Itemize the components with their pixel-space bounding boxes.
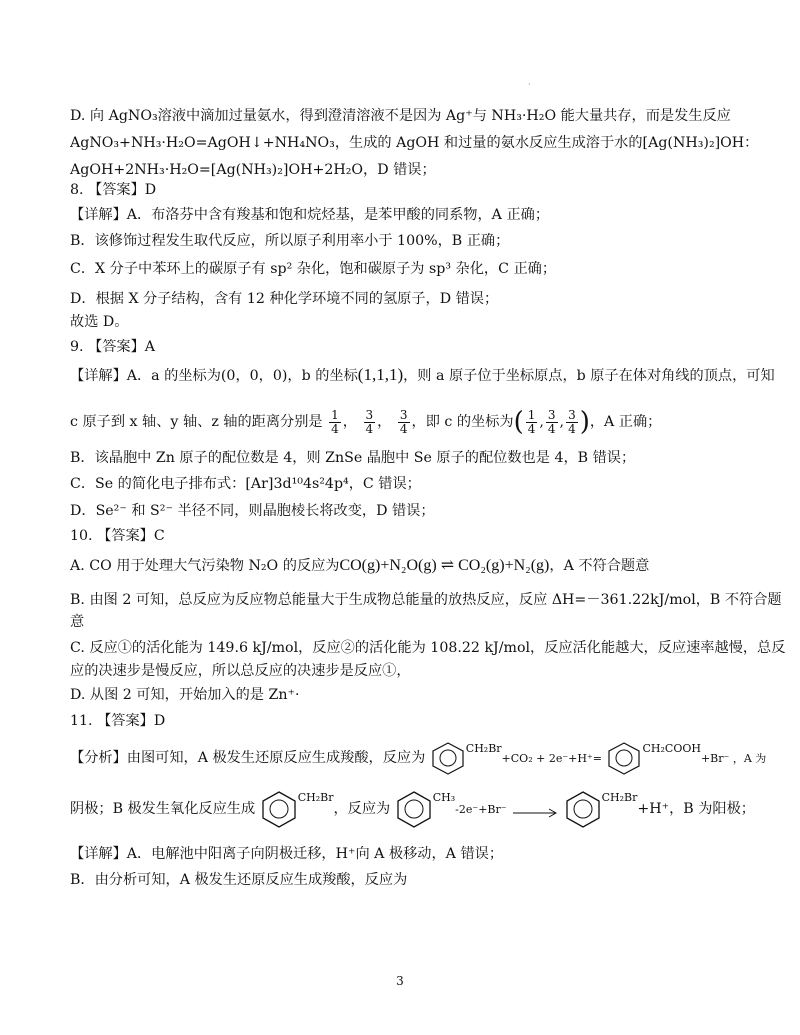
answer-heading: 10. 【答案】C	[70, 528, 165, 544]
fraction-numerator: 1	[527, 407, 536, 422]
text-line: D．根据 X 分子结构，含有 12 种化学环境不同的氢原子，D 错误；	[70, 291, 499, 307]
answer-heading: 8. 【答案】D	[70, 182, 157, 198]
page-number: 3	[396, 974, 404, 988]
text-segment: 阴极；B 极发生氧化反应生成	[70, 801, 256, 817]
benzene-ring-icon	[564, 790, 602, 828]
text-segment: ，反应为	[333, 801, 391, 817]
text-line: 应的决速步是慢反应，所以总反应的决速步是反应①，	[70, 663, 411, 679]
text-line: C．Se 的简化电子排布式：[Ar]3d¹⁰4s²4p⁴，C 错误；	[70, 476, 421, 492]
separator: ，	[342, 414, 357, 430]
text-segment: c 原子到 x 轴、y 轴、z 轴的距离分别是	[70, 414, 323, 430]
text-line	[70, 738, 767, 778]
benzene-ring-icon	[260, 790, 298, 828]
reaction-arrow-icon	[511, 799, 559, 819]
text-line: B. 由图 2 可知，总反应为反应物总能量大于生成物总能量的放热反应，反应 ΔH=－361.22kJ/mol，B 不符合题	[70, 592, 782, 608]
text-line: c 原子到 x 轴、y 轴、z 轴的距离分别是 $\frac{1}{4}$ ， $\frac{3}{4}$ ， $\frac{3}{4}$ ，即 c 的坐标为( $\frac{1}{4}$ , $\frac{3}{4}$ , $\frac{3}{4}$ )，A 正确；	[70, 407, 662, 437]
fraction	[546, 409, 558, 436]
text-line: 【详解】A．电解池中阳离子向阴极迁移，H⁺向 A 极移动，A 错误；	[70, 846, 504, 862]
text-segment: ，A 不符合题意	[549, 558, 650, 574]
text-line	[70, 556, 734, 576]
fraction	[566, 409, 578, 436]
benzene-ring-icon	[606, 741, 642, 775]
answer-heading: 9. 【答案】A	[70, 339, 156, 355]
text-segment: +Br⁻ ，A 为	[700, 752, 767, 765]
substituent-label: CH₃	[432, 791, 456, 804]
fraction-numerator: 3	[568, 407, 576, 422]
text-segment: ，A 正确；	[589, 414, 662, 430]
text-line: B．由分析可知，A 极发生还原反应生成羧酸，反应为	[70, 872, 408, 888]
benzene-ring-icon	[395, 790, 433, 828]
text-line: B．该修饰过程发生取代反应，所以原子利用率小于 100%，B 正确；	[70, 233, 510, 249]
fraction-denominator: 4	[399, 421, 408, 436]
text-line: D. 向 AgNO₃溶液中滴加过量氨水，得到澄清溶液不是因为 Ag⁺与 NH₃·H₂O 能大量共存，而是发生反应	[70, 108, 731, 124]
fraction-numerator: 3	[547, 407, 556, 422]
fraction	[526, 409, 538, 436]
text-segment: A. CO 用于处理大气污染物 N₂O 的反应为	[70, 558, 340, 574]
text-segment: ，即 c 的坐标为	[411, 414, 514, 430]
text-segment: 【分析】由图可知，A 极发生还原反应生成羧酸，反应为	[70, 750, 426, 766]
coordinate-b: (1,1,1)	[357, 365, 404, 384]
substituent-label: CH₂Br	[297, 791, 334, 804]
right-paren: )	[579, 407, 590, 437]
fraction-numerator: 3	[365, 407, 374, 422]
fraction-numerator: 3	[399, 407, 408, 422]
text-line: D. 从图 2 可知，开始加入的是 Zn⁺·	[70, 687, 300, 703]
fraction-denominator: 4	[331, 421, 339, 436]
substituent-label: CH₂COOH	[642, 742, 701, 755]
text-line: 【详解】A．布洛芬中含有羧基和饱和烷烃基，是苯甲酸的同系物，A 正确；	[70, 207, 550, 223]
text-line: D．Se²⁻ 和 S²⁻ 半径不同，则晶胞棱长将改变，D 错误；	[70, 503, 435, 519]
text-segment: 【详解】A．a 的坐标为(0，0，0)，b 的坐标	[70, 368, 358, 384]
fraction-denominator: 4	[365, 421, 374, 436]
answer-heading: 11. 【答案】D	[70, 713, 166, 729]
text-segment: +H⁺，B 为阳极；	[637, 801, 755, 817]
text-line	[70, 365, 775, 386]
text-segment: ，则 a 原子位于坐标原点，b 原子在体对角线的顶点，可知	[403, 368, 775, 384]
text-line: C. 反应①的活化能为 149.6 kJ/mol，反应②的活化能为 108.22 kJ/mol，反应活化能越大，反应速率越慢，总反	[70, 640, 786, 656]
fraction	[398, 409, 410, 436]
text-line: 故选 D。	[70, 314, 129, 330]
fraction	[329, 409, 341, 436]
text-segment: +CO₂ + 2e⁻+H⁺=	[501, 752, 602, 765]
substituent-label: CH₂Br	[601, 791, 638, 804]
text-line: AgOH+2NH₃·H₂O=[Ag(NH₃)₂]OH+2H₂O，D 错误；	[70, 162, 436, 178]
benzene-ring-icon	[430, 741, 466, 775]
text-line: C．X 分子中苯环上的碳原子有 sp² 杂化，饱和碳原子为 sp³ 杂化，C 正确；	[70, 261, 557, 277]
fraction-denominator: 4	[527, 421, 536, 436]
separator: ，	[377, 414, 392, 430]
text-line	[70, 788, 755, 830]
fraction-denominator: 4	[568, 421, 576, 436]
text-line: AgNO₃+NH₃·H₂O=AgOH↓+NH₄NO₃，生成的 AgOH 和过量的氨水反应生成溶于水的[Ag(NH₃)₂]OH：	[70, 135, 759, 151]
fraction	[364, 409, 376, 436]
text-line: B．该晶胞中 Zn 原子的配位数是 4，则 ZnSe 晶胞中 Se 原子的配位数也是 4，B 错误；	[70, 450, 636, 466]
text-segment: -2e⁻+Br⁻	[455, 803, 507, 816]
fraction-numerator: 1	[331, 407, 339, 422]
substituent-label: CH₂Br	[465, 742, 502, 755]
text-line: 意	[70, 614, 85, 630]
fraction-denominator: 4	[547, 421, 556, 436]
left-paren: (	[513, 407, 524, 437]
reaction-equation: CO(g)+N₂O(g) ⇌ CO₂(g)+N₂(g)	[339, 557, 550, 574]
decor-dot: ·	[528, 80, 531, 89]
